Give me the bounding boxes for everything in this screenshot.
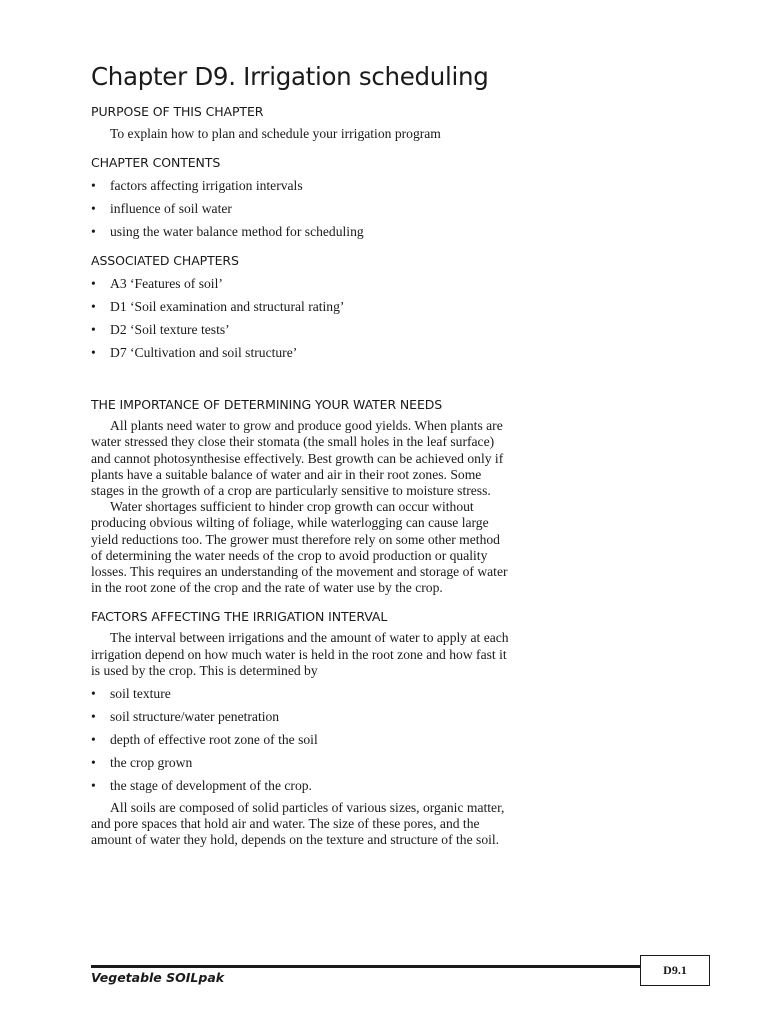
importance-paragraph: All plants need water to grow and produce good yields. When plants are water stressed they close their stomata (the small holes in the leaf surface) and cannot photosynthesise effectively. Best growth can be achieved only if plants have a suitable balance of water and air in their root zones. Some stages in the growth of a crop are particularly sensitive to moisture stress.	[91, 418, 504, 499]
list-item: • the stage of development of the crop.	[91, 778, 511, 794]
factors-list	[91, 686, 511, 794]
associated-heading: ASSOCIATED CHAPTERS	[91, 253, 239, 269]
list-item: • soil structure/water penetration	[91, 709, 511, 725]
list-item: • influence of soil water	[91, 201, 511, 217]
footer-title: Vegetable SOILpak	[91, 970, 225, 985]
chapter-title: Chapter D9. Irrigation scheduling	[91, 62, 489, 91]
importance-heading: THE IMPORTANCE OF DETERMINING YOUR WATER NEEDS	[91, 397, 443, 413]
page-body	[91, 62, 511, 849]
purpose-text: To explain how to plan and schedule your irrigation program	[110, 126, 441, 141]
purpose-heading: PURPOSE OF THIS CHAPTER	[91, 104, 264, 119]
list-item: • using the water balance method for scheduling	[91, 224, 511, 240]
factors-closing: All soils are composed of solid particles of various sizes, organic matter, and pore spaces that hold air and water. The size of these pores, and the amount of water they hold, depends on the texture and structure of the soil.	[91, 800, 505, 848]
list-item: • D7 ‘Cultivation and soil structure’	[91, 345, 511, 361]
contents-heading: CHAPTER CONTENTS	[91, 155, 221, 171]
importance-paragraph: Water shortages sufficient to hinder crop growth can occur without producing obvious wilting of foliage, while waterlogging can cause large yield reductions too. The grower must therefore rely on some other method of determining the water needs of the crop to avoid production or quality losses. This requires an understanding of the movement and storage of water in the root zone of the crop and the rate of water use by the crop.	[91, 499, 508, 596]
footer-rule	[91, 965, 640, 968]
list-item: • factors affecting irrigation intervals	[91, 178, 511, 194]
list-item: • A3 ‘Features of soil’	[91, 276, 511, 292]
list-item: • D2 ‘Soil texture tests’	[91, 322, 511, 338]
contents-list	[91, 178, 511, 240]
factors-intro: The interval between irrigations and the amount of water to apply at each irrigation depend on how much water is held in the root zone and how fast it is used by the crop. This is determined by	[91, 630, 509, 678]
list-item: • the crop grown	[91, 755, 511, 771]
list-item: • soil texture	[91, 686, 511, 702]
factors-heading: FACTORS AFFECTING THE IRRIGATION INTERVAL	[91, 609, 388, 625]
associated-list	[91, 276, 511, 361]
list-item: • D1 ‘Soil examination and structural rating’	[91, 299, 511, 315]
list-item: • depth of effective root zone of the soil	[91, 732, 511, 748]
page-number: D9.1	[640, 955, 710, 986]
